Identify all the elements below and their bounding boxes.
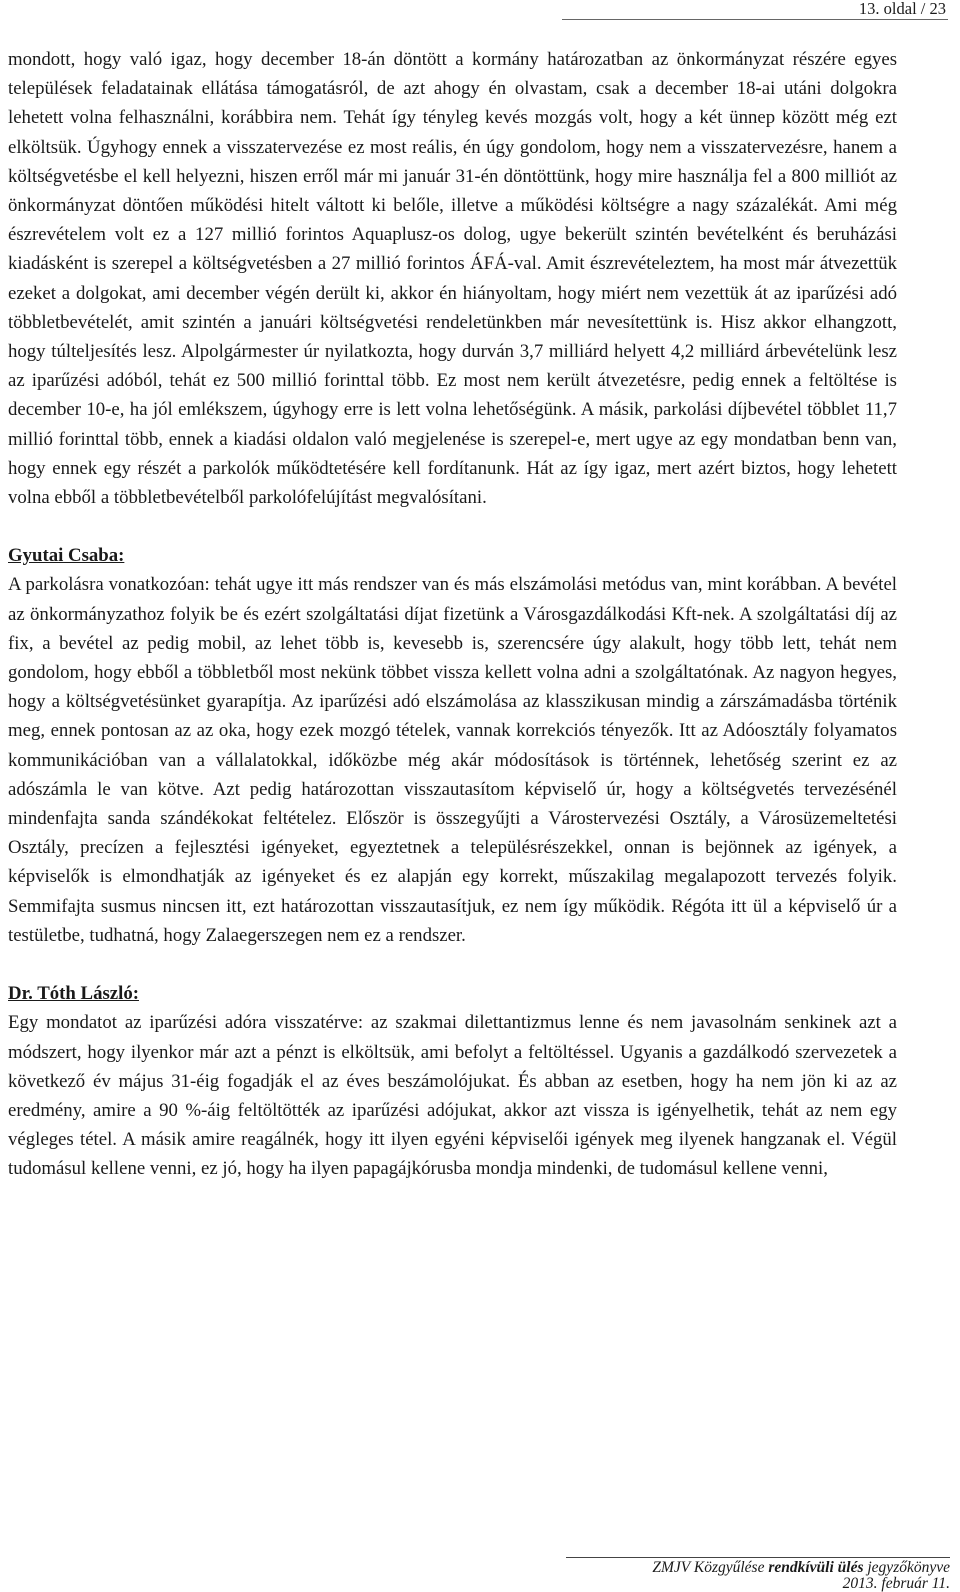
speaker-name-gyutai: Gyutai Csaba: bbox=[8, 545, 125, 567]
page-header bbox=[562, 0, 948, 20]
paragraph-2: A parkolásra vonatkozóan: tehát ugye itt más rendszer van és más elszámolási metódus van, mint korábban. A bevétel az önkormányzathoz folyik be és ezért szolgáltatási díjat fizetünk a Városgazdálkodási Kft-nek. A szolgáltatási díj az fix, a bevétel az pedig mobil, az lehet több is, kevesebb is, szerencsére úgy alakult, hogy több lett, tehát nem gondolom, hogy ebből a többletből most nekünk többet vissza kellett volna adni a szolgáltatónak. Az nagyon hegyes, hogy a költségvetésünket gyarapítja. Az iparűzési adó elszámolása az klasszikusan mindig a zárszámadásba történik meg, ennek pontosan az az oka, hogy ezek mozgó tételek, vannak korrekciós tényezők. Itt az Adóosztály folyamatos kommunikációban van a vállalatokkal, időközbe még akár módosítások is történnek, lehetőség szerint ez az adószámla le van kötve. Azt pedig határozottan visszautasítom képviselő úr, hogy a költségvetés tervezésénél mindenfajta sanda szándékokat feltételez. Először is összegyűjti a Várostervezési Osztály, a Városüzemeltetési Osztály, precízen a fejlesztési igényeket, egyeztetnek a településrészekkel, onnan is bejönnek az igények, a képviselők is elmondhatják az igényeket és ez alapján egy korrekt, műszakilag megalapozott tervezés folyik. Semmifajta susmus nincsen itt, ezt határozottan visszautasítjuk, ez nem így működik. Régóta itt ül a képviselő úr a testületbe, tudhatná, hogy Zalaegerszegen nem ez a rendszer. bbox=[8, 574, 897, 946]
footer-title-part3: jegyzőkönyve bbox=[863, 1559, 950, 1576]
footer-title bbox=[566, 1560, 950, 1576]
speaker-name-toth: Dr. Tóth László: bbox=[8, 983, 139, 1005]
footer-title-part1: ZMJV Közgyűlése bbox=[652, 1559, 769, 1576]
paragraph-1: mondott, hogy való igaz, hogy december 18-án döntött a kormány határozatban az önkormányzat részére egyes települések feladatainak ellátása támogatásról, de azt ahogy én olvastam, csak a december 18-ai utáni dolgokra lehetett volna felhasználni, korábbira nem. Tehát így tényleg kevés mozgás volt, hogy a két ünnep között még ezt elköltsük. Úgyhogy ennek a visszatervezése ez most reális, én úgy gondolom, hogy nem a visszatervezésre, hanem a költségvetésbe el kell helyezni, hiszen erről már mi január 31-én döntöttünk, hogy mire használja fel a 800 milliót az önkormányzat döntően működési hitelt váltott ki belőle, illetve a működési költségre a nagy százalékát. Ami még észrevételem volt ez a 127 millió forintos Aquaplusz-os dolog, ugye bekerült szintén bevételként és beruházási kiadásként is szerepel a költségvetésben a 27 millió forintos ÁFÁ-val. Amit észrevételeztem, ha most már átvezettük ezeket a dolgokat, ami december végén derült ki, akkor én hiányoltam, hogy miért nem vezettük át az iparűzési adó többletbevételét, amit szintén a januári költségvetési rendeletünkben már nevesítettünk is. Hisz akkor elhangzott, hogy túlteljesítés lesz. Alpolgármester úr nyilatkozta, hogy durván 3,7 milliárd helyett 4,2 milliárd árbevételünk lesz az iparűzési adóból, tehát ez 500 millió forinttal több. Ez most nem került átvezetésre, pedig ennek a feltöltése is december 10-e, ha jól emlékszem, úgyhogy erre is lett volna lehetőségünk. A másik, parkolási díjbevétel többlet 11,7 millió forinttal több, ennek a kiadási oldalon való megjelenése is szerepel-e, mert ugye az egy mondatban benn van, hogy ennek egy részét a parkolók működtetésére kell fordítanunk. Hát az így igaz, mert azért biztos, hogy lehetett volna ebből a többletbevételből parkolófelújítást megvalósítani. bbox=[8, 49, 897, 509]
page-number: 13. oldal / 23 bbox=[858, 0, 946, 18]
footer-date: 2013. február 11. bbox=[842, 1575, 950, 1592]
page-footer bbox=[566, 1557, 950, 1592]
paragraph-3: Egy mondatot az iparűzési adóra visszatérve: az szakmai dilettantizmus lenne és nem javasolnám senkinek azt a módszert, hogy ilyenkor már azt a pénzt is elköltsük, ami befolyt a feltöltéssel. Ugyanis a gazdálkodó szervezetek a következő év május 31-éig fogadják el az éves beszámolójukat. És abban az esetben, hogy ha nem jön ki az az eredmény, amire a 90 %-áig feltöltötték az iparűzési adójukat, akkor azt vissza is igényelhetik, tehát az nem egy végleges tétel. A másik amire reagálnék, hogy itt ilyen egyéni képviselői igények meg ilyenek hangzanak el. Végül tudomásul kellene venni, ez jó, hogy ha ilyen papagájkórusba mondja mindenki, de tudomásul kellene venni, bbox=[8, 1012, 897, 1180]
document-body bbox=[8, 45, 897, 1184]
footer-title-part2: rendkívüli ülés bbox=[768, 1559, 864, 1576]
